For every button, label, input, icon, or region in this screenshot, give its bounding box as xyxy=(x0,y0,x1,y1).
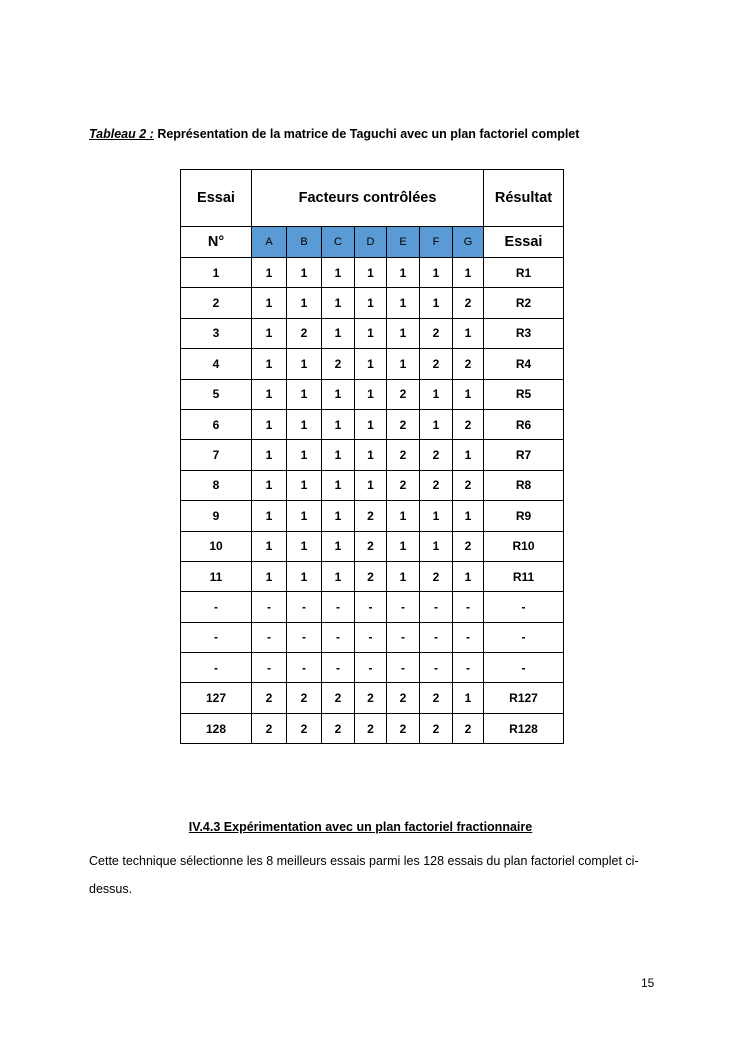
cell-a: 1 xyxy=(252,561,287,591)
caption-label: Tableau 2 : xyxy=(89,127,154,141)
cell-a: 2 xyxy=(252,683,287,713)
cell-a: 1 xyxy=(252,379,287,409)
cell-e: 2 xyxy=(387,713,420,743)
cell-d: 1 xyxy=(355,440,387,470)
cell-c: 1 xyxy=(322,561,355,591)
cell-d: 1 xyxy=(355,349,387,379)
cell-e: 2 xyxy=(387,409,420,439)
cell-c: 2 xyxy=(322,713,355,743)
cell-a: 2 xyxy=(252,713,287,743)
cell-result: R3 xyxy=(484,318,564,348)
cell-b: 1 xyxy=(287,501,322,531)
cell-b: 1 xyxy=(287,531,322,561)
cell-f: 2 xyxy=(420,713,453,743)
cell-result: R2 xyxy=(484,288,564,318)
cell-g: - xyxy=(453,653,484,683)
cell-b: 1 xyxy=(287,379,322,409)
cell-a: 1 xyxy=(252,288,287,318)
cell-d: - xyxy=(355,622,387,652)
cell-g: 1 xyxy=(453,683,484,713)
cell-g: 2 xyxy=(453,531,484,561)
taguchi-matrix-table xyxy=(180,169,564,744)
cell-c: 1 xyxy=(322,318,355,348)
cell-c: 1 xyxy=(322,440,355,470)
cell-e: 1 xyxy=(387,501,420,531)
cell-g: - xyxy=(453,592,484,622)
cell-g: 2 xyxy=(453,713,484,743)
cell-result: R10 xyxy=(484,531,564,561)
cell-essai: 10 xyxy=(181,531,252,561)
cell-f: 1 xyxy=(420,258,453,288)
cell-b: - xyxy=(287,622,322,652)
cell-e: 2 xyxy=(387,379,420,409)
cell-d: 1 xyxy=(355,379,387,409)
cell-d: 1 xyxy=(355,288,387,318)
cell-c: 1 xyxy=(322,379,355,409)
cell-e: 1 xyxy=(387,349,420,379)
cell-g: 2 xyxy=(453,288,484,318)
cell-result: R5 xyxy=(484,379,564,409)
cell-d: - xyxy=(355,653,387,683)
factor-header-d: D xyxy=(355,227,387,258)
cell-essai: - xyxy=(181,592,252,622)
cell-b: 1 xyxy=(287,561,322,591)
table-row xyxy=(181,713,564,743)
cell-g: 1 xyxy=(453,379,484,409)
cell-a: 1 xyxy=(252,318,287,348)
cell-f: - xyxy=(420,592,453,622)
cell-f: 1 xyxy=(420,379,453,409)
cell-g: 2 xyxy=(453,470,484,500)
cell-f: 1 xyxy=(420,501,453,531)
factor-header-c: C xyxy=(322,227,355,258)
cell-a: 1 xyxy=(252,470,287,500)
cell-e: 1 xyxy=(387,318,420,348)
cell-e: - xyxy=(387,592,420,622)
table-row xyxy=(181,440,564,470)
table-row xyxy=(181,258,564,288)
cell-f: 2 xyxy=(420,683,453,713)
section-title: IV.4.3 Expérimentation avec un plan factoriel fractionnaire xyxy=(188,820,533,834)
table-row xyxy=(181,288,564,318)
cell-result: R127 xyxy=(484,683,564,713)
cell-result: R9 xyxy=(484,501,564,531)
cell-d: 1 xyxy=(355,318,387,348)
cell-f: 2 xyxy=(420,318,453,348)
cell-c: - xyxy=(322,592,355,622)
cell-e: - xyxy=(387,653,420,683)
cell-e: 2 xyxy=(387,683,420,713)
cell-a: 1 xyxy=(252,258,287,288)
cell-b: 1 xyxy=(287,470,322,500)
cell-c: 1 xyxy=(322,531,355,561)
cell-c: 1 xyxy=(322,501,355,531)
cell-b: 1 xyxy=(287,409,322,439)
cell-f: 1 xyxy=(420,531,453,561)
cell-f: 1 xyxy=(420,288,453,318)
factor-header-a: A xyxy=(252,227,287,258)
cell-b: 1 xyxy=(287,349,322,379)
cell-essai: - xyxy=(181,653,252,683)
cell-b: 1 xyxy=(287,288,322,318)
factor-header-f: F xyxy=(420,227,453,258)
cell-f: - xyxy=(420,653,453,683)
table-row xyxy=(181,561,564,591)
cell-e: - xyxy=(387,622,420,652)
cell-f: 2 xyxy=(420,349,453,379)
cell-f: 2 xyxy=(420,470,453,500)
cell-d: 1 xyxy=(355,409,387,439)
cell-result: - xyxy=(484,592,564,622)
cell-result: R1 xyxy=(484,258,564,288)
cell-result: - xyxy=(484,622,564,652)
table-row xyxy=(181,501,564,531)
result-essai-header: Essai xyxy=(484,227,564,258)
table-row xyxy=(181,653,564,683)
table-row xyxy=(181,318,564,348)
cell-result: R4 xyxy=(484,349,564,379)
cell-essai: 4 xyxy=(181,349,252,379)
cell-b: - xyxy=(287,653,322,683)
cell-c: 2 xyxy=(322,349,355,379)
essai-number-header: N° xyxy=(181,227,252,258)
cell-f: 2 xyxy=(420,561,453,591)
cell-c: 1 xyxy=(322,470,355,500)
cell-e: 2 xyxy=(387,440,420,470)
cell-g: 1 xyxy=(453,440,484,470)
cell-essai: 2 xyxy=(181,288,252,318)
cell-essai: 5 xyxy=(181,379,252,409)
cell-g: - xyxy=(453,622,484,652)
factors-header: Facteurs contrôlées xyxy=(252,170,484,227)
cell-result: - xyxy=(484,653,564,683)
cell-a: - xyxy=(252,622,287,652)
cell-essai: 1 xyxy=(181,258,252,288)
factor-header-e: E xyxy=(387,227,420,258)
cell-e: 1 xyxy=(387,258,420,288)
cell-f: 2 xyxy=(420,440,453,470)
cell-c: 2 xyxy=(322,683,355,713)
cell-d: 2 xyxy=(355,531,387,561)
cell-result: R11 xyxy=(484,561,564,591)
factor-header-g: G xyxy=(453,227,484,258)
cell-d: 2 xyxy=(355,501,387,531)
cell-b: 1 xyxy=(287,258,322,288)
cell-essai: 3 xyxy=(181,318,252,348)
cell-essai: 9 xyxy=(181,501,252,531)
cell-d: 2 xyxy=(355,713,387,743)
cell-d: 2 xyxy=(355,683,387,713)
cell-g: 1 xyxy=(453,318,484,348)
cell-g: 1 xyxy=(453,561,484,591)
cell-g: 2 xyxy=(453,409,484,439)
factor-header-b: B xyxy=(287,227,322,258)
table-row xyxy=(181,622,564,652)
cell-c: - xyxy=(322,653,355,683)
cell-d: 1 xyxy=(355,258,387,288)
cell-c: 1 xyxy=(322,288,355,318)
result-header: Résultat xyxy=(484,170,564,227)
table-row xyxy=(181,531,564,561)
cell-b: - xyxy=(287,592,322,622)
cell-a: 1 xyxy=(252,349,287,379)
cell-b: 2 xyxy=(287,713,322,743)
cell-e: 1 xyxy=(387,531,420,561)
cell-essai: - xyxy=(181,622,252,652)
caption-text: Représentation de la matrice de Taguchi avec un plan factoriel complet xyxy=(153,127,580,141)
cell-c: 1 xyxy=(322,409,355,439)
table-row xyxy=(181,349,564,379)
cell-a: 1 xyxy=(252,440,287,470)
cell-b: 2 xyxy=(287,683,322,713)
table-row xyxy=(181,409,564,439)
cell-e: 1 xyxy=(387,288,420,318)
body-paragraph: Cette technique sélectionne les 8 meilleurs essais parmi les 128 essais du plan factoriel complet ci-dessus. xyxy=(89,854,639,896)
table-row xyxy=(181,470,564,500)
table-row xyxy=(181,683,564,713)
cell-e: 1 xyxy=(387,561,420,591)
cell-result: R6 xyxy=(484,409,564,439)
cell-a: - xyxy=(252,592,287,622)
cell-b: 1 xyxy=(287,440,322,470)
cell-d: - xyxy=(355,592,387,622)
cell-essai: 7 xyxy=(181,440,252,470)
cell-essai: 6 xyxy=(181,409,252,439)
cell-g: 1 xyxy=(453,258,484,288)
cell-f: - xyxy=(420,622,453,652)
cell-b: 2 xyxy=(287,318,322,348)
cell-essai: 127 xyxy=(181,683,252,713)
cell-d: 2 xyxy=(355,561,387,591)
cell-result: R7 xyxy=(484,440,564,470)
cell-result: R128 xyxy=(484,713,564,743)
cell-a: 1 xyxy=(252,501,287,531)
cell-e: 2 xyxy=(387,470,420,500)
cell-d: 1 xyxy=(355,470,387,500)
essai-header: Essai xyxy=(181,170,252,227)
page-number: 15 xyxy=(641,976,655,990)
table-row xyxy=(181,379,564,409)
table-row xyxy=(181,592,564,622)
cell-essai: 128 xyxy=(181,713,252,743)
cell-a: 1 xyxy=(252,531,287,561)
cell-a: 1 xyxy=(252,409,287,439)
cell-essai: 11 xyxy=(181,561,252,591)
cell-c: - xyxy=(322,622,355,652)
cell-g: 2 xyxy=(453,349,484,379)
cell-g: 1 xyxy=(453,501,484,531)
cell-a: - xyxy=(252,653,287,683)
cell-essai: 8 xyxy=(181,470,252,500)
cell-result: R8 xyxy=(484,470,564,500)
cell-c: 1 xyxy=(322,258,355,288)
table-caption xyxy=(89,127,579,141)
cell-f: 1 xyxy=(420,409,453,439)
